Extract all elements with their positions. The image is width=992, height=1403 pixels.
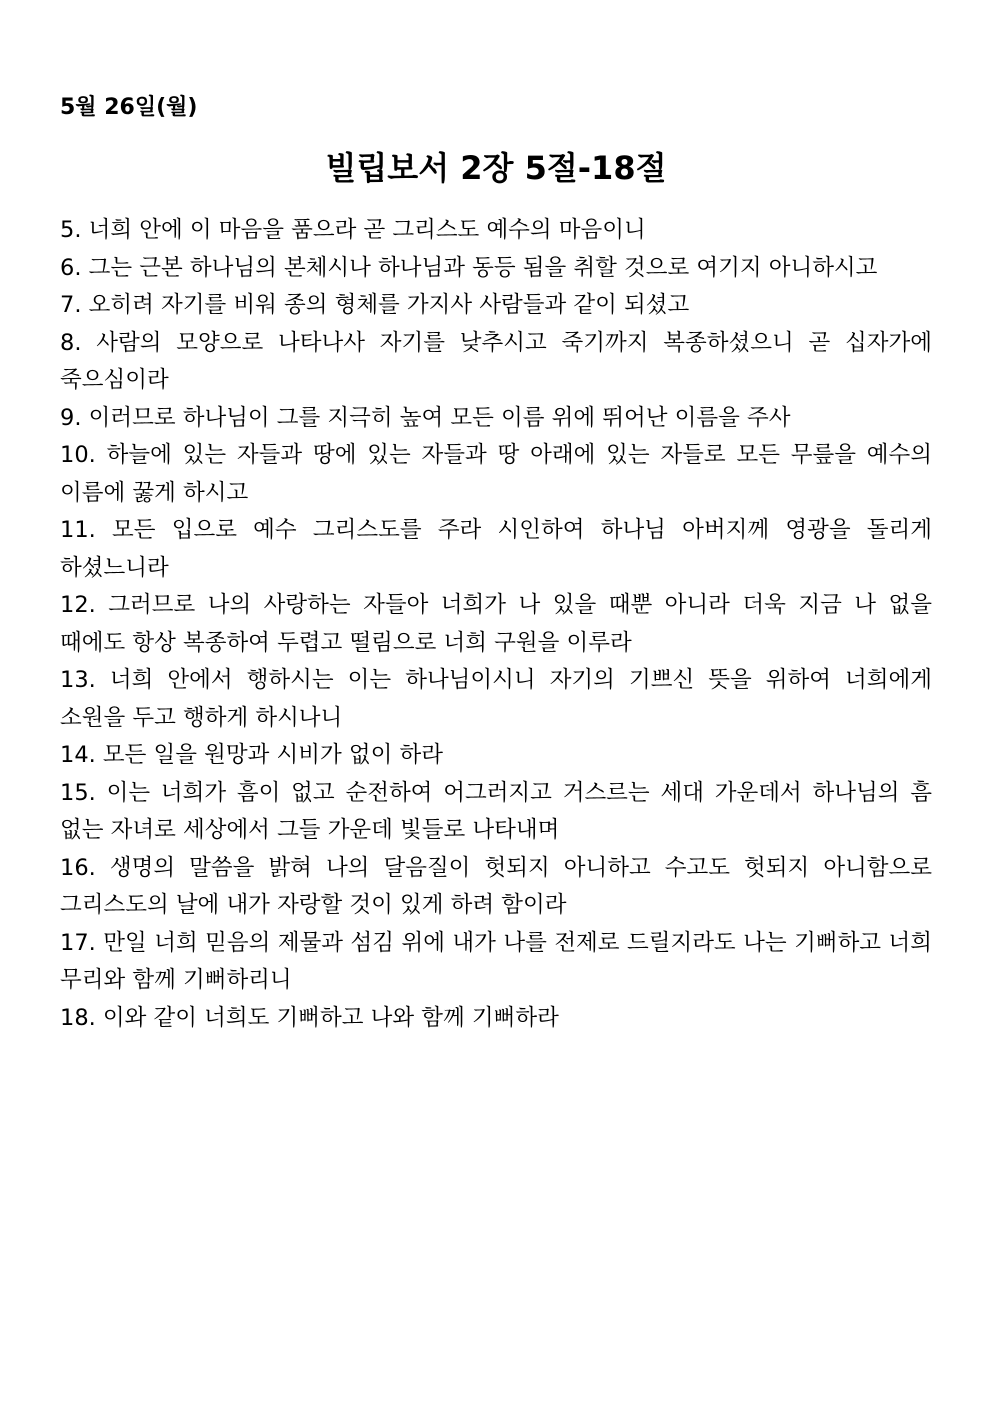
verse-6: 6. 그는 근본 하나님의 본체시나 하나님과 동등 됨을 취할 것으로 여기지 아니하시고 xyxy=(60,254,878,281)
verse-12: 12. 그러므로 나의 사랑하는 자들아 너희가 나 있을 때뿐 아니라 더욱 지금 나 없을 때에도 항상 복종하여 두렵고 떨림으로 너희 구원을 이루라 xyxy=(60,592,932,656)
verse-list xyxy=(60,212,932,1037)
verse-9: 9. 이러므로 하나님이 그를 지극히 높여 모든 이름 위에 뛰어난 이름을 주사 xyxy=(60,404,791,431)
verse-16: 16. 생명의 말씀을 밝혀 나의 달음질이 헛되지 아니하고 수고도 헛되지 아니함으로 그리스도의 날에 내가 자랑할 것이 있게 하려 함이라 xyxy=(60,854,932,918)
verse-8: 8. 사람의 모양으로 나타나사 자기를 낮추시고 죽기까지 복종하셨으니 곧 십자가에 죽으심이라 xyxy=(60,329,932,393)
verse-18: 18. 이와 같이 너희도 기뻐하고 나와 함께 기뻐하라 xyxy=(60,1004,559,1031)
verse-7: 7. 오히려 자기를 비워 종의 형체를 가지사 사람들과 같이 되셨고 xyxy=(60,292,690,318)
date-label: 5월 26일(월) xyxy=(60,95,198,120)
verse-14: 14. 모든 일을 원망과 시비가 없이 하라 xyxy=(60,742,443,768)
verse-13: 13. 너희 안에서 행하시는 이는 하나님이시니 자기의 기쁘신 뜻을 위하여 너희에게 소원을 두고 행하게 하시나니 xyxy=(60,667,932,731)
verse-17: 17. 만일 너희 믿음의 제물과 섬김 위에 내가 나를 전제로 드릴지라도 나는 기뻐하고 너희 무리와 함께 기뻐하리니 xyxy=(60,929,932,993)
verse-10: 10. 하늘에 있는 자들과 땅에 있는 자들과 땅 아래에 있는 자들로 모든 무릎을 예수의 이름에 꿇게 하시고 xyxy=(60,442,932,506)
verse-15: 15. 이는 너희가 흠이 없고 순전하여 어그러지고 거스르는 세대 가운데서 하나님의 흠 없는 자녀로 세상에서 그들 가운데 빛들로 나타내며 xyxy=(60,779,932,843)
page-title: 빌립보서 2장 5절-18절 xyxy=(325,149,667,187)
verse-5: 5. 너희 안에 이 마음을 품으라 곧 그리스도 예수의 마음이니 xyxy=(60,217,646,243)
verse-11: 11. 모든 입으로 예수 그리스도를 주라 시인하여 하나님 아버지께 영광을 돌리게 하셨느니라 xyxy=(60,517,932,581)
